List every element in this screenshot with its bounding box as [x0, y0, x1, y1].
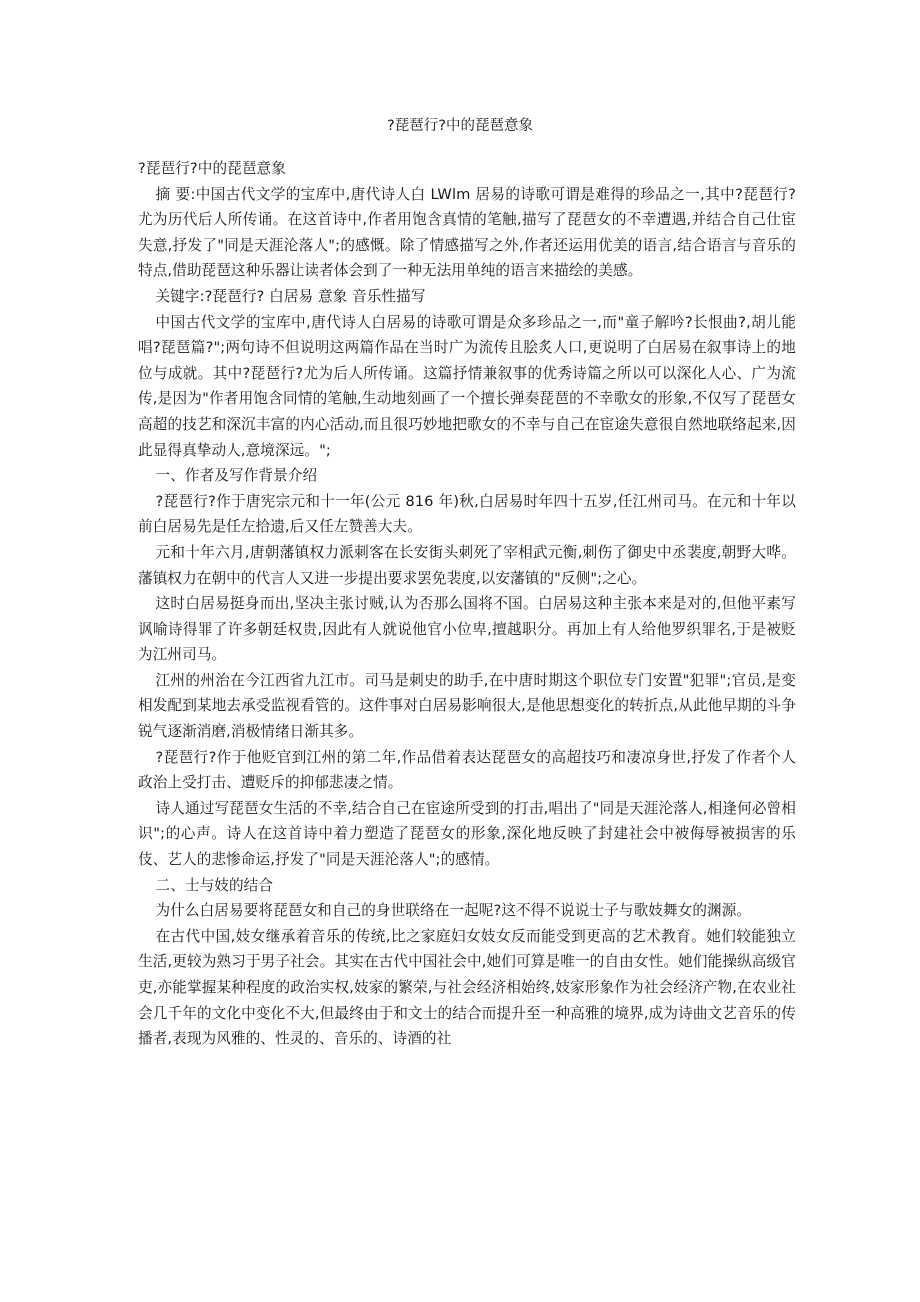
body-paragraph: ?琵琶行?作于他贬官到江州的第二年,作品借着表达琵琶女的高超技巧和凄凉身世,抒发了作者个人政治上受打击、遭贬斥的抑郁悲凄之情。: [138, 748, 796, 792]
document-title: ?琵琶行?中的琵琶意象: [387, 118, 533, 134]
section-heading: 一、作者及写作背景介绍: [155, 467, 318, 485]
keywords-paragraph: 关键字:?琵琶行? 白居易 意象 音乐性描写: [155, 287, 426, 305]
body-paragraph: 江州的州治在今江西省九江市。司马是刺史的助手,在中唐时期这个职位专门安置"犯罪";官员,是变相发配到某地去承受监视看管的。这件事对白居易影响很大,是他思想变化的转折点,从此他早期的斗争锐气逐渐消磨,消极情绪日渐其多。: [138, 671, 796, 741]
body-paragraph: 这时白居易挺身而出,坚决主张讨贼,认为否那么国将不国。白居易这种主张本来是对的,但他平素写讽喻诗得罪了许多朝廷权贵,因此有人就说他官小位卑,擅越职分。再加上有人给他罗织罪名,于是被贬为江州司马。: [138, 595, 796, 664]
abstract-paragraph: 摘 要:中国古代文学的宝库中,唐代诗人白 LWlm 居易的诗歌可谓是难得的珍品之一,其中?琵琶行?尤为历代后人所传诵。在这首诗中,作者用饱含真情的笔触,描写了琵琶女的不幸遭遇,并结合自己仕宦失意,抒发了"同是天涯沦落人";的感慨。除了情感描写之外,作者还运用优美的语言,结合语言与音乐的特点,借助琵琶这种乐器让读者体会到了一种无法用单纯的语言来描绘的美感。: [138, 185, 796, 280]
section-heading: 二、士与妓的结合: [155, 876, 274, 894]
body-paragraph: 在古代中国,妓女继承着音乐的传统,比之家庭妇女妓女反而能受到更高的艺术教育。她们较能独立生活,更较为熟习于男子社会。其实在古代中国社会中,她们可算是唯一的自由女性。她们能操纵高级官吏,亦能掌握某种程度的政治实权,妓家的繁荣,与社会经济相始终,妓家形象作为社会经济产物,在农业社会几千年的文化中变化不大,但最终由于和文士的结合而提升至一种高雅的境界,成为诗曲文艺音乐的传播者,表现为风雅的、性灵的、音乐的、诗酒的社: [138, 927, 796, 1048]
body-paragraph: ?琵琶行?作于唐宪宗元和十一年(公元 816 年)秋,白居易时年四十五岁,任江州司马。在元和十年以前白居易先是任左拾遗,后又任左赞善大夫。: [138, 492, 796, 536]
body-paragraph: 元和十年六月,唐朝藩镇权力派刺客在长安街头刺死了宰相武元衡,刺伤了御史中丞裴度,朝野大哗。藩镇权力在朝中的代言人又进一步提出要求罢免裴度,以安藩镇的"反侧";之心。: [138, 543, 796, 587]
body-paragraph: 诗人通过写琵琶女生活的不幸,结合自己在宦途所受到的打击,唱出了"同是天涯沦落人,相逢何必曾相识";的心声。诗人在这首诗中着力塑造了琵琶女的形象,深化地反映了封建社会中被侮辱被损害的乐伎、艺人的悲惨命运,抒发了"同是天涯沦落人";的感情。: [138, 799, 796, 869]
body-paragraph: 中国古代文学的宝库中,唐代诗人白居易的诗歌可谓是众多珍品之一,而"童子解吟?长恨曲?,胡儿能唱?琵琶篇?";两句诗不但说明这两篇作品在当时广为流传且脍炙人口,更说明了白居易在叙事诗上的地位与成就。其中?琵琶行?尤为后人所传诵。这篇抒情兼叙事的优秀诗篇之所以可以深化人心、广为流传,是因为"作者用饱含同情的笔触,生动地刻画了一个擅长弹奏琵琶的不幸歌女的形象,不仅写了琵琶女高超的技艺和深沉丰富的内心活动,而且很巧妙地把歌女的不幸与自己在宦途失意很自然地联络起来,因此显得真挚动人,意境深远。";: [138, 313, 796, 459]
body-paragraph: 为什么白居易要将琵琶女和自己的身世联络在一起呢?这不得不说说士子与歌妓舞女的渊源。: [155, 902, 752, 920]
document-subtitle: ?琵琶行?中的琵琶意象: [138, 160, 286, 177]
document-body: [138, 156, 796, 1052]
